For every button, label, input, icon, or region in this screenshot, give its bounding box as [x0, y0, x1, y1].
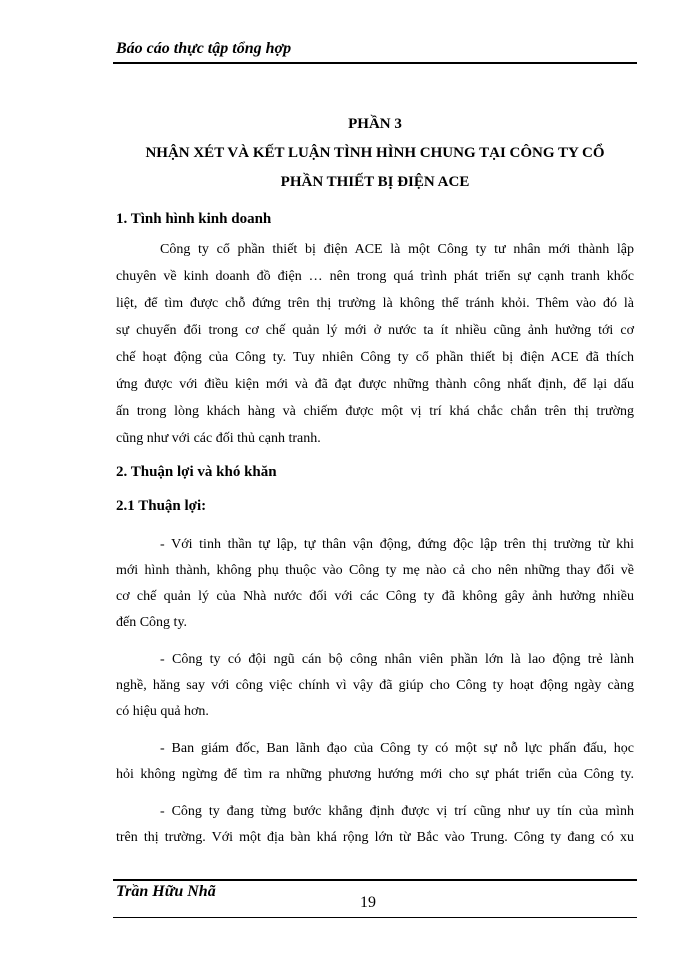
advantage-3-line: - Ban giám đốc, Ban lãnh đạo của Công ty có một sự nỗ lực phấn đấu, học [160, 741, 634, 756]
page-number: 19 [360, 894, 376, 911]
advantage-4-line: - Công ty đang từng bước khẳng định được vị trí cũng như uy tín của mình [160, 804, 634, 819]
advantage-3-line: hỏi không ngừng để tìm ra những phương hướng mới cho sự phát triển của Công ty. [116, 767, 634, 782]
section-1-line: Công ty cổ phần thiết bị điện ACE là một Công ty tư nhân mới thành lập [160, 242, 634, 257]
section-1-heading: 1. Tình hình kinh doanh [116, 211, 272, 227]
section-1-line: ấn trong lòng khách hàng và chiếm được một vị trí khá chắc chắn trên thị trường [116, 404, 634, 419]
advantage-2-line: - Công ty có đội ngũ cán bộ công nhân viên phần lớn là lao động trẻ lành [160, 652, 634, 667]
advantage-2-line: nghề, hăng say với công việc chính vì vậy đã giúp cho Công ty hoạt động ngày càng [116, 678, 634, 693]
advantage-1-line: đến Công ty. [116, 615, 188, 630]
footer-rule-bottom [113, 917, 637, 918]
section-1-line: cũng như với các đối thủ cạnh tranh. [116, 431, 321, 446]
part-title-line-1: NHẬN XÉT VÀ KẾT LUẬN TÌNH HÌNH CHUNG TẠI CÔNG TY CỔ [145, 145, 605, 161]
section-1-line: chuyên về kinh doanh đồ điện … nên trong quá trình phát triển sự cạnh tranh khốc [116, 269, 634, 284]
advantage-1-line: cơ chế quản lý của Nhà nước đối với các Công ty đã không gây ảnh hưởng nhiều [116, 589, 634, 604]
footer-rule-top [113, 879, 637, 881]
footer-author: Trần Hữu Nhã [116, 883, 216, 900]
section-1-line: liệt, để tìm được chỗ đứng trên thị trường là không thể tránh khỏi. Thêm vào đó là [116, 296, 634, 311]
part-title-line-2: PHẦN THIẾT BỊ ĐIỆN ACE [280, 174, 470, 190]
section-2-heading: 2. Thuận lợi và khó khăn [116, 464, 277, 480]
header-rule [113, 62, 637, 64]
running-header: Báo cáo thực tập tổng hợp [116, 40, 292, 57]
section-1-line: chế hoạt động của Công ty. Tuy nhiên Công ty cổ phần thiết bị điện ACE đã thích [116, 350, 634, 365]
advantage-2-line: có hiệu quả hơn. [116, 704, 209, 719]
advantage-1-line: mới hình thành, không phụ thuộc vào Công ty mẹ nào cả cho nên những thay đổi về [116, 563, 634, 578]
advantage-4-line: trên thị trường. Với một địa bàn khá rộng lớn từ Bắc vào Trung. Công ty đang có xu [116, 830, 634, 845]
section-1-line: ứng được với điều kiện mới và đã đạt được những thành công nhất định, để lại dấu [116, 377, 634, 392]
part-number: PHẦN 3 [348, 116, 402, 132]
section-1-line: sự chuyển đổi trong cơ chế quản lý mới ở nước ta ít nhiều cũng ảnh hưởng tới cơ [116, 323, 634, 338]
advantage-1-line: - Với tinh thần tự lập, tự thân vận động, đứng độc lập trên thị trường từ khi [160, 537, 634, 552]
section-2-1-heading: 2.1 Thuận lợi: [116, 498, 207, 514]
